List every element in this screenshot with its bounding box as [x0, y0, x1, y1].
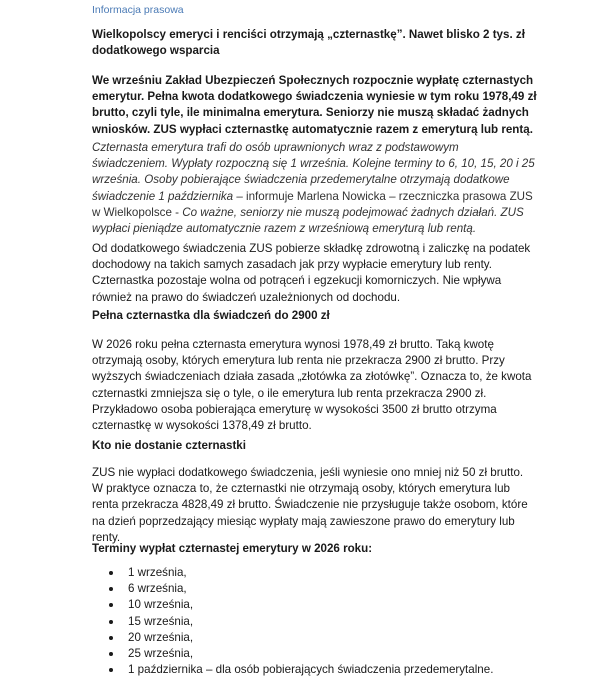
list-item: 15 września,	[108, 614, 548, 630]
press-release-label: Informacja prasowa	[92, 4, 184, 16]
quote-attribution: – informuje Marlena Nowicka – rzeczniczka prasowa ZUS w Wielkopolsce -	[92, 189, 533, 219]
quote-part-1: Czternasta emerytura trafi do osób uprawnionych wraz z podstawowym świadczeniem. Wypłaty rozpoczną się 1 września. Kolejne terminy to 6, 10, 15, 20 i 25 września. Osoby pobierające świadczenia przedemerytalne otrzymają dodatkowe świadczenie 1 października	[92, 141, 535, 203]
document-title: Wielkopolscy emeryci i renciści otrzymają „czternastkę”. Nawet blisko 2 tys. zł dodatkowego wsparcia	[92, 28, 525, 58]
list-item: 25 września,	[108, 646, 548, 662]
list-item: 1 września,	[108, 565, 548, 581]
list-item: 6 września,	[108, 581, 548, 597]
section-heading-not-eligible: Kto nie dostanie czternastki	[92, 439, 246, 452]
lead-paragraph: We wrześniu Zakład Ubezpieczeń Społecznych rozpocznie wypłatę czternastych emerytur. Pełna kwota dodatkowego świadczenia wyniesie w tym roku 1978,49 zł brutto, czyli tyle, ile minimalna emerytura. Seniorzy nie muszą składać żadnych wniosków. ZUS wypłaci czternastkę automatycznie razem z emeryturą lub rentą.	[92, 74, 537, 136]
section-heading-full-amount: Pełna czternastka dla świadczeń do 2900 zł	[92, 309, 330, 322]
quote-part-2: Co ważne, seniorzy nie muszą podejmować żadnych działań. ZUS wypłaci pieniądze automatycznie razem z wrześniową emeryturą lub rentą.	[92, 205, 524, 236]
paragraph-not-eligible: ZUS nie wypłaci dodatkowego świadczenia, jeśli wyniesie ono mniej niż 50 zł brutto. W praktyce oznacza to, że czternastki nie otrzymają osoby, których emerytura lub renta przekracza 4828,49 zł brutto. Świadczenie nie przysługuje także osobom, które na dzień poprzedzający miesiąc wypłaty mają zawieszone prawo do emerytury lub renty.	[92, 466, 528, 544]
list-item: 20 września,	[108, 630, 548, 646]
list-item: 1 października – dla osób pobierających świadczenia przedemerytalne.	[108, 662, 548, 678]
section-heading-payment-dates: Terminy wypłat czternastej emerytury w 2026 roku:	[92, 542, 373, 555]
payment-dates-list	[108, 565, 548, 678]
quote-paragraph	[92, 140, 537, 237]
list-item: 10 września,	[108, 597, 548, 613]
paragraph-deductions: Od dodatkowego świadczenia ZUS pobierze składkę zdrowotną i zaliczkę na podatek dochodowy na takich samych zasadach jak przy wypłacie emerytury lub renty. Czternastka pozostaje wolna od potrąceń i egzekucji komorniczych. Nie wpływa również na prawo do świadczeń uzależnionych od dochodu.	[92, 242, 531, 304]
paragraph-full-amount: W 2026 roku pełna czternasta emerytura wynosi 1978,49 zł brutto. Taką kwotę otrzymają osoby, których emerytura lub renta nie przekracza 2900 zł brutto. Przy wyższych świadczeniach działa zasada „złotówka za złotówkę”. Oznacza to, że kwota czternastki zmniejsza się o tyle, o ile emerytura lub renta przekracza 2900 zł. Przykładowo osoba pobierająca emeryturę w wysokości 3500 zł brutto otrzyma czternastkę w wysokości 1378,49 zł brutto.	[92, 338, 532, 433]
